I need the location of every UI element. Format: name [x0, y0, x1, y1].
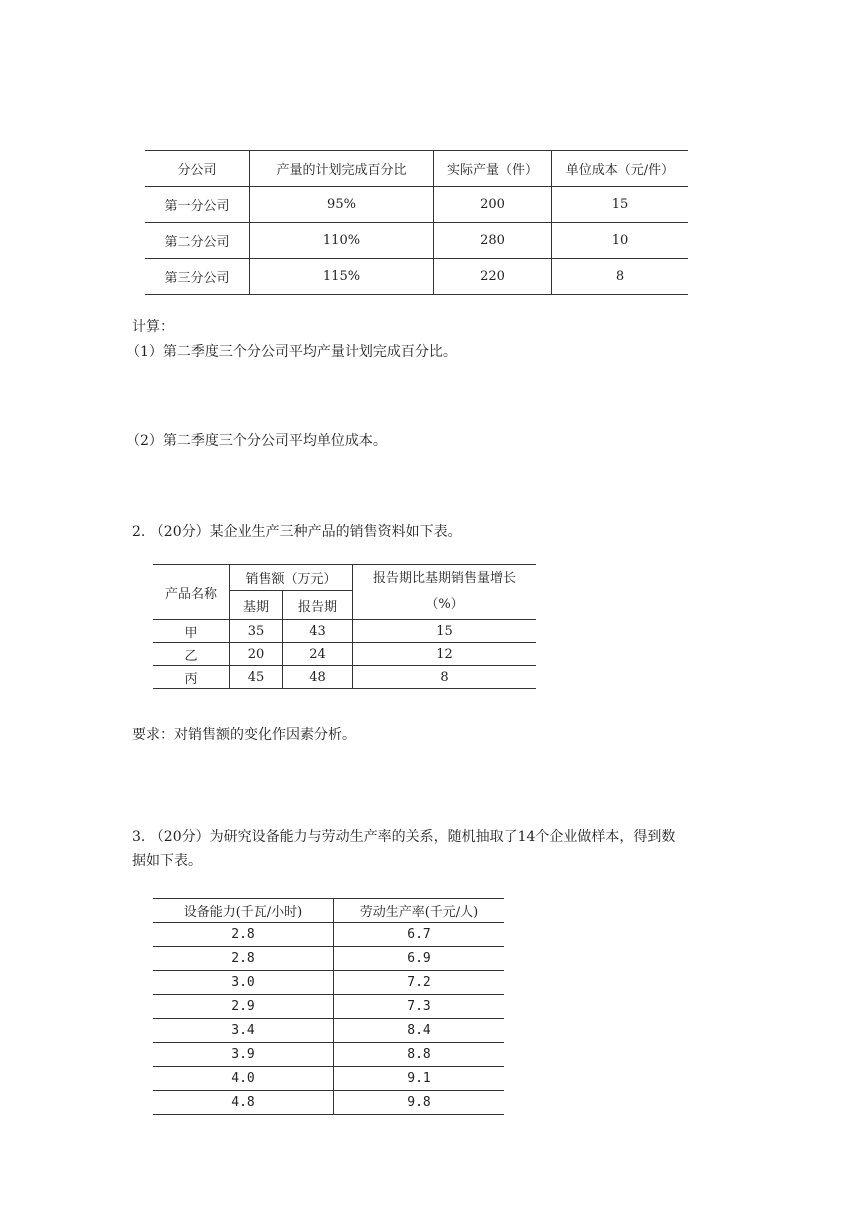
table-cell: 8.8: [334, 1043, 505, 1067]
table-row: [153, 1019, 504, 1043]
table-row: [153, 643, 536, 666]
table-row: [153, 1043, 504, 1067]
table-cell: 7.3: [334, 995, 505, 1019]
table-cell: 乙: [153, 643, 230, 666]
header-cell: 分公司: [145, 151, 250, 187]
equipment-productivity-table: [153, 898, 504, 1115]
table-cell: 4.0: [153, 1067, 334, 1091]
table-cell: 第一分公司: [145, 187, 250, 223]
table-cell: 45: [230, 666, 283, 689]
problem-2-text: 2. （20分）某企业生产三种产品的销售资料如下表。: [132, 524, 462, 540]
header-cell: 销售额（万元）: [230, 565, 353, 591]
table-cell: 2.8: [153, 947, 334, 971]
table-cell: 3.4: [153, 1019, 334, 1043]
table-cell: 200: [434, 187, 552, 223]
question-1: （1）第二季度三个分公司平均产量计划完成百分比。: [126, 344, 457, 360]
table-row: [153, 995, 504, 1019]
table-cell: 6.7: [334, 923, 505, 947]
table-cell: 9.1: [334, 1067, 505, 1091]
table-cell: 15: [353, 620, 537, 643]
table-row: [153, 923, 504, 947]
table-cell: 35: [230, 620, 283, 643]
table-cell: 丙: [153, 666, 230, 689]
header-cell: 实际产量（件）: [434, 151, 552, 187]
table-cell: 280: [434, 223, 552, 259]
table-cell: 24: [283, 643, 353, 666]
table-row: [153, 620, 536, 643]
header-cell: 基期: [230, 591, 283, 620]
table-row: [145, 223, 688, 259]
header-cell: 产量的计划完成百分比: [250, 151, 434, 187]
branch-plan-table: [145, 150, 688, 295]
table-cell: 115%: [250, 259, 434, 295]
table-cell: 43: [283, 620, 353, 643]
table-cell: 甲: [153, 620, 230, 643]
table-cell: 12: [353, 643, 537, 666]
table-cell: 8: [552, 259, 689, 295]
table-cell: 10: [552, 223, 689, 259]
table-header-row: [145, 151, 688, 187]
table-cell: 4.8: [153, 1091, 334, 1115]
table-cell: 110%: [250, 223, 434, 259]
header-cell: 设备能力(千瓦/小时): [153, 899, 334, 923]
calc-label: 计算：: [132, 319, 174, 335]
table-cell: 15: [552, 187, 689, 223]
problem-3-text-line-1: 3. （20分）为研究设备能力与劳动生产率的关系，随机抽取了14个企业做样本，得到数: [132, 829, 676, 845]
table-cell: 3.0: [153, 971, 334, 995]
table-row: [153, 1067, 504, 1091]
table-cell: 48: [283, 666, 353, 689]
table-cell: 9.8: [334, 1091, 505, 1115]
requirement-text: 要求：对销售额的变化作因素分析。: [132, 727, 356, 743]
table-cell: 2.9: [153, 995, 334, 1019]
table-row: [153, 666, 536, 689]
growth-header-line-2: （%）: [425, 597, 464, 612]
table-cell: 第三分公司: [145, 259, 250, 295]
table-cell: 7.2: [334, 971, 505, 995]
header-cell: 产品名称: [153, 565, 230, 620]
table-row: [153, 947, 504, 971]
table-cell: 6.9: [334, 947, 505, 971]
header-cell: 单位成本（元/件）: [552, 151, 689, 187]
table-row: [153, 1091, 504, 1115]
table-cell: 第二分公司: [145, 223, 250, 259]
growth-header-line-1: 报告期比基期销售量增长: [372, 571, 516, 586]
table-cell: 8.4: [334, 1019, 505, 1043]
table-cell: 95%: [250, 187, 434, 223]
table-row: [145, 259, 688, 295]
table-header-row: [153, 899, 504, 923]
table-cell: 20: [230, 643, 283, 666]
table-cell: 2.8: [153, 923, 334, 947]
table-cell: 220: [434, 259, 552, 295]
header-cell: 劳动生产率(千元/人): [334, 899, 505, 923]
table-header-row: [153, 565, 536, 591]
question-2: （2）第二季度三个分公司平均单位成本。: [126, 433, 387, 449]
table-cell: 8: [353, 666, 537, 689]
header-cell: 报告期: [283, 591, 353, 620]
sales-table: [153, 564, 536, 689]
table-cell: 3.9: [153, 1043, 334, 1067]
header-cell: [353, 565, 537, 620]
table-row: [145, 187, 688, 223]
table-row: [153, 971, 504, 995]
problem-3-text-line-2: 据如下表。: [132, 853, 202, 869]
